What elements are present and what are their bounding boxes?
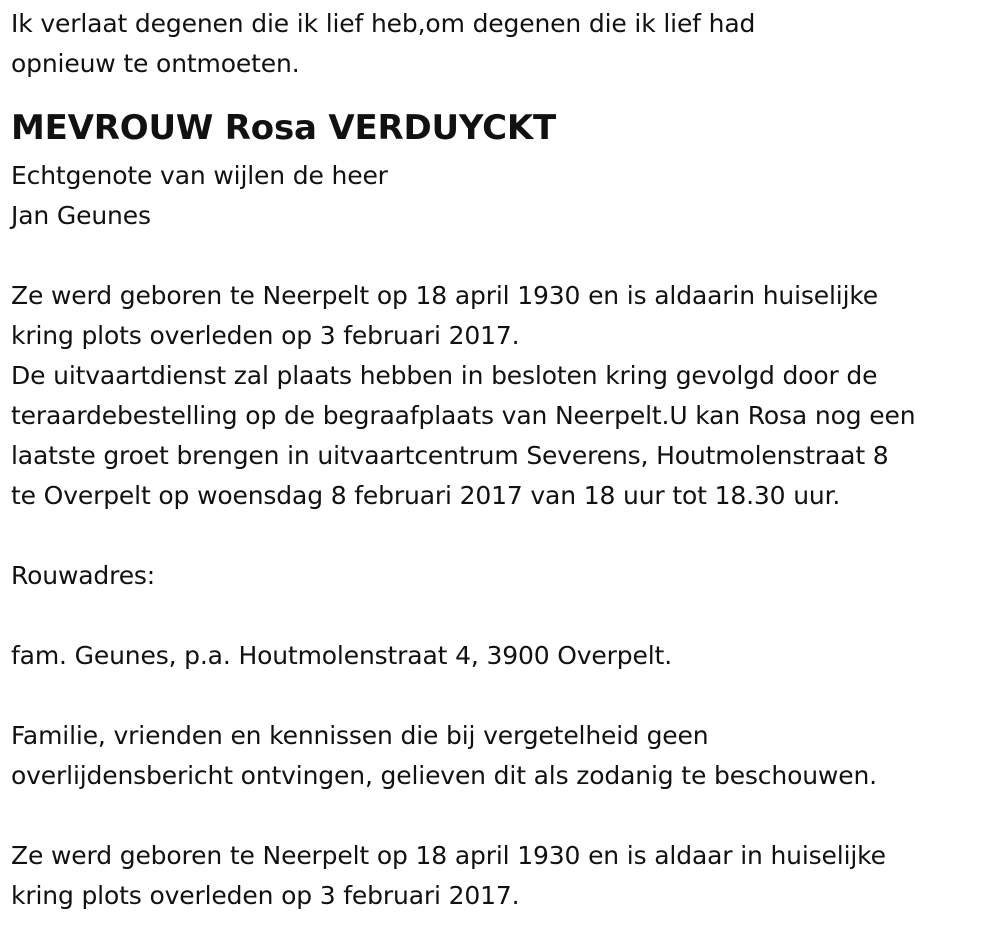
mourning-address: fam. Geunes, p.a. Houtmolenstraat 4, 3900 Overpelt. (11, 641, 672, 670)
spouse-line: Echtgenote van wijlen de heer (11, 161, 388, 190)
announcement-line: teraardebestelling op de begraafplaats van Neerpelt.U kan Rosa nog een (11, 401, 916, 430)
intro-line: Ik verlaat degenen die ik lief heb,om degenen die ik lief had (11, 9, 756, 38)
intro-quote (11, 4, 996, 84)
closing-line: Ze werd geboren te Neerpelt op 18 april 1930 en is aldaar in huiselijke (11, 841, 886, 870)
spouse-info (11, 156, 996, 236)
address-label: Rouwadres: (11, 561, 156, 590)
announcement-paragraph (11, 276, 996, 516)
announcement-line: laatste groet brengen in uitvaartcentrum Severens, Houtmolenstraat 8 (11, 441, 889, 470)
intro-line: opnieuw te ontmoeten. (11, 49, 300, 78)
spacer (11, 516, 996, 556)
spacer (11, 596, 996, 636)
announcement-line: De uitvaartdienst zal plaats hebben in besloten kring gevolgd door de (11, 361, 878, 390)
family-note-line: Familie, vrienden en kennissen die bij vergetelheid geen (11, 721, 709, 750)
announcement-line: Ze werd geboren te Neerpelt op 18 april 1930 en is aldaarin huiselijke (11, 281, 879, 310)
announcement-line: te Overpelt op woensdag 8 februari 2017 van 18 uur tot 18.30 uur. (11, 481, 841, 510)
closing-line: kring plots overleden op 3 februari 2017. (11, 881, 520, 910)
family-note (11, 716, 996, 796)
spacer (11, 236, 996, 276)
spacer (11, 796, 996, 836)
deceased-name: MEVROUW Rosa VERDUYCKT (11, 108, 557, 148)
announcement-line: kring plots overleden op 3 februari 2017. (11, 321, 520, 350)
closing-paragraph (11, 836, 996, 916)
spacer (11, 676, 996, 716)
family-note-line: overlijdensbericht ontvingen, gelieven dit als zodanig te beschouwen. (11, 761, 877, 790)
death-notice (11, 4, 996, 916)
spouse-line: Jan Geunes (11, 201, 151, 230)
